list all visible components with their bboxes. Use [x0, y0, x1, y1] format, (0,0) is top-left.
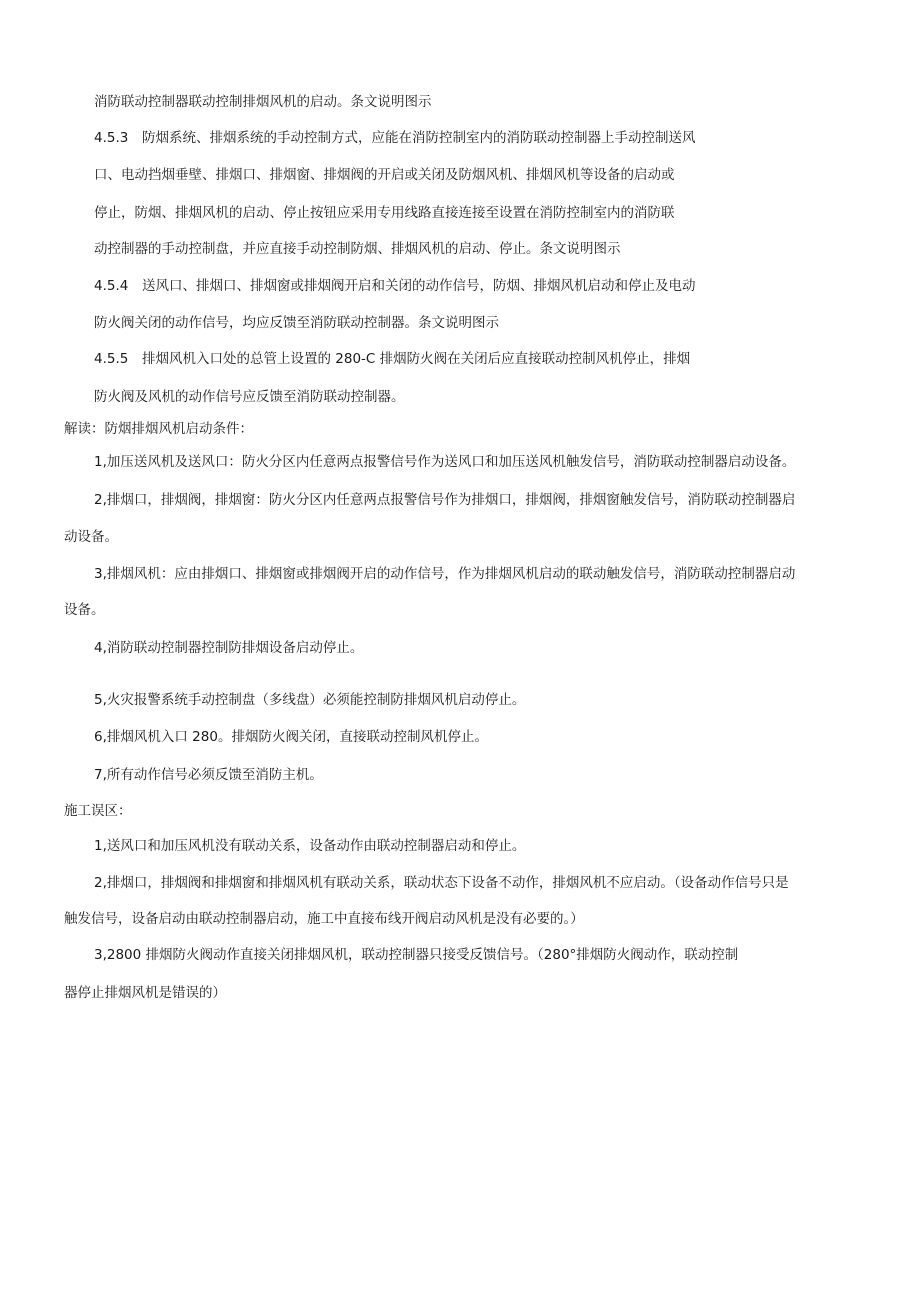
list-item-cont: 器停止排烟风机是错误的） [64, 985, 226, 1001]
clause-number: 4.5.3 [94, 130, 129, 146]
list-item: 3,排烟风机：应由排烟口、排烟窗或排烟阀开启的动作信号，作为排烟风机启动的联动触发信号，消防联动控制器启动 [94, 566, 796, 582]
list-item: 6,排烟风机入口 280。排烟防火阀关闭，直接联动控制风机停止。 [94, 729, 488, 745]
clause-text: 排烟风机入口处的总管上设置的 280-C 排烟防火阀在关闭后应直接联动控制风机停止，排烟 [142, 351, 691, 367]
paragraph-line: 防火阀及风机的动作信号应反馈至消防联动控制器。 [94, 389, 405, 405]
clause-4-5-4-line [94, 276, 696, 296]
clause-text: 防烟系统、排烟系统的手动控制方式，应能在消防控制室内的消防联动控制器上手动控制送风 [142, 130, 696, 146]
paragraph-line: 动控制器的手动控制盘，并应直接手动控制防烟、排烟风机的启动、停止。条文说明图示 [94, 241, 621, 257]
section-heading-jiedu: 解读：防烟排烟风机启动条件： [64, 421, 253, 437]
list-item-cont: 动设备。 [64, 529, 118, 545]
list-item: 1,加压送风机及送风口：防火分区内任意两点报警信号作为送风口和加压送风机触发信号，消防联动控制器启动设备。 [94, 454, 796, 470]
list-item: 3,2800 排烟防火阀动作直接关闭排烟风机，联动控制器只接受反馈信号。（280°排烟防火阀动作，联动控制 [94, 947, 739, 963]
list-item: 2,排烟口，排烟阀和排烟窗和排烟风机有联动关系，联动状态下设备不动作，排烟风机不应启动。（设备动作信号只是 [94, 875, 789, 891]
paragraph-line: 防火阀关闭的动作信号，均应反馈至消防联动控制器。条文说明图示 [94, 315, 499, 331]
list-item: 5,火灾报警系统手动控制盘（多线盘）必须能控制防排烟风机启动停止。 [94, 692, 526, 708]
section-heading-wuqu: 施工误区： [64, 803, 132, 819]
clause-4-5-3-line [94, 128, 696, 148]
paragraph-line: 消防联动控制器联动控制排烟风机的启动。条文说明图示 [94, 94, 432, 110]
list-item: 1,送风口和加压风机没有联动关系，设备动作由联动控制器启动和停止。 [94, 838, 526, 854]
list-item-cont: 设备。 [64, 602, 105, 618]
list-item: 2,排烟口，排烟阀，排烟窗：防火分区内任意两点报警信号作为排烟口，排烟阀，排烟窗触发信号，消防联动控制器启 [94, 492, 796, 508]
paragraph-line: 停止，防烟、排烟风机的启动、停止按钮应采用专用线路直接连接至设置在消防控制室内的消防联 [94, 205, 675, 221]
clause-number: 4.5.5 [94, 351, 129, 367]
paragraph-line: 口、电动挡烟垂壁、排烟口、排烟窗、排烟阀的开启或关闭及防烟风机、排烟风机等设备的启动或 [94, 167, 675, 183]
list-item-cont: 触发信号，设备启动由联动控制器启动，施工中直接布线开阀启动风机是没有必要的。） [64, 911, 584, 927]
clause-4-5-5-line [94, 349, 690, 369]
list-item: 7,所有动作信号必须反馈至消防主机。 [94, 767, 323, 783]
clause-text: 送风口、排烟口、排烟窗或排烟阀开启和关闭的动作信号，防烟、排烟风机启动和停止及电动 [142, 278, 696, 294]
list-item: 4,消防联动控制器控制防排烟设备启动停止。 [94, 640, 364, 656]
clause-number: 4.5.4 [94, 278, 129, 294]
